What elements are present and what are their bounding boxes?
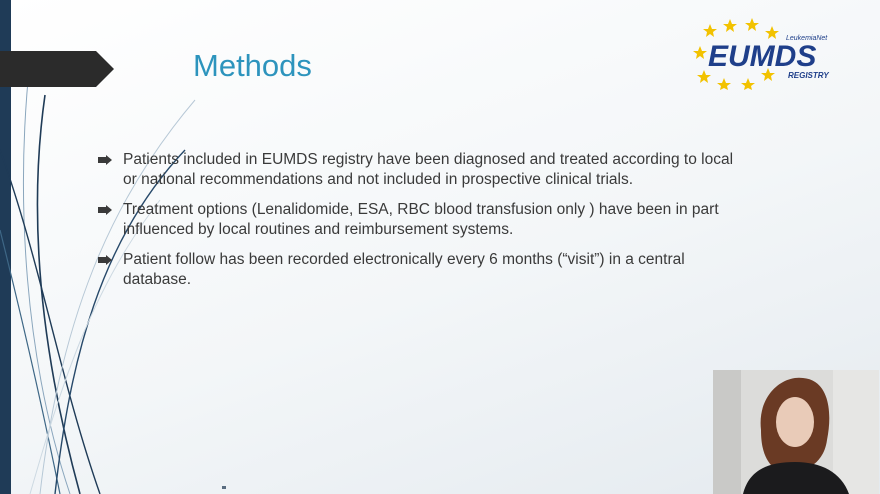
logo-main-text: EUMDS [708,40,817,73]
eumds-logo [690,18,850,90]
logo-sub-text: REGISTRY [788,71,829,80]
slide-title: Methods [193,48,312,83]
arrow-bullet-icon [98,155,112,165]
bullet-text: Patient follow has been recorded electronically every 6 months (“visit”) in a central database. [123,251,685,288]
bullet-item [98,150,738,190]
presenter-silhouette [713,370,879,494]
arrow-bullet-icon [98,205,112,215]
arrow-bullet-icon [98,255,112,265]
slide-marker [222,486,226,489]
logo-network-text: LeukemiaNet [786,35,828,42]
presenter-video-feed [713,370,879,494]
bullet-text: Patients included in EUMDS registry have been diagnosed and treated according to local or national recommendations and not included in prospective clinical trials. [123,151,734,188]
title-tab-shape [0,51,114,87]
bullet-text: Treatment options (Lenalidomide, ESA, RBC blood transfusion only ) have been in part influenced by local routines and reimbursement systems. [123,201,719,238]
bullet-list [98,150,738,300]
bullet-item [98,250,738,290]
bullet-item [98,200,738,240]
